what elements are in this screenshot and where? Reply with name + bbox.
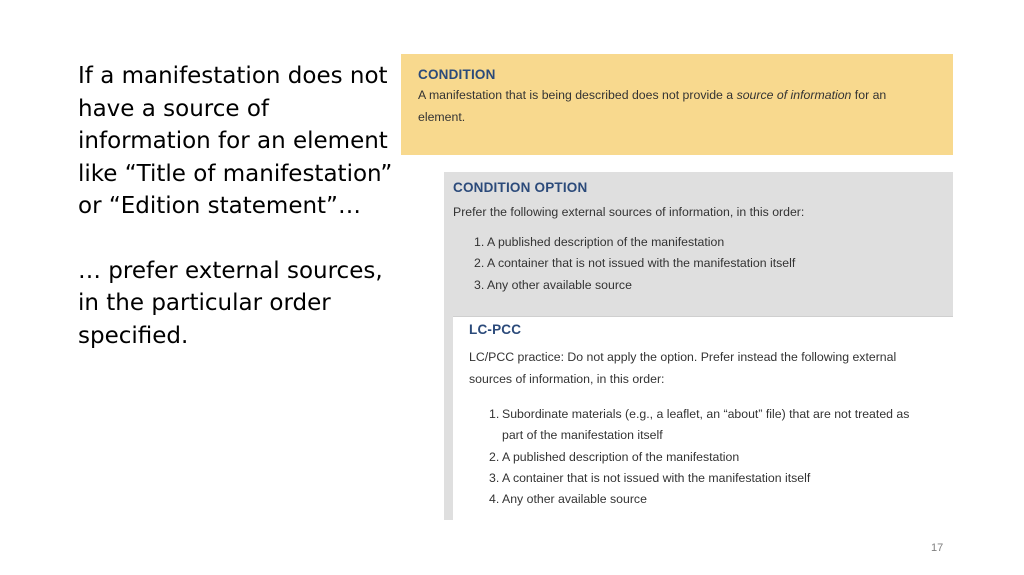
list-item: [489, 489, 953, 510]
list-item-text: A container that is not issued with the manifestation itself: [502, 470, 811, 485]
lc-pcc-box: [453, 316, 953, 520]
condition-title: CONDITION: [418, 67, 496, 82]
condition-text-italic: source of information: [736, 88, 852, 102]
list-item-number: 1.: [474, 235, 485, 249]
list-item: [474, 275, 953, 296]
list-item: [489, 447, 953, 468]
list-item: [474, 232, 953, 253]
list-item-text: Any other available source: [487, 277, 632, 292]
list-item-number: 4.: [489, 492, 500, 507]
list-item-number: 2.: [489, 449, 500, 464]
list-item-text: Subordinate materials (e.g., a leaflet, an “about” file) that are not treated as part of the manifestation itself: [502, 407, 910, 443]
list-item-text: A published description of the manifestation: [487, 235, 725, 249]
condition-option-intro: Prefer the following external sources of information, in this order:: [453, 205, 805, 219]
lc-pcc-intro: LC/PCC practice: Do not apply the option. Prefer instead the following external sources of information, in this order:: [469, 350, 897, 386]
condition-option-box: [444, 172, 953, 520]
lc-pcc-list: [489, 404, 953, 510]
paragraph-gap: [78, 223, 398, 255]
left-paragraph-1: If a manifestation does not have a source of information for an element like “Title of manifestation” or “Edition statement”…: [78, 63, 393, 219]
list-item-text: A container that is not issued with the manifestation itself: [487, 256, 796, 271]
list-item-number: 1.: [489, 407, 500, 421]
condition-option-list: [474, 232, 953, 296]
page-number: 17: [931, 542, 944, 554]
list-item-number: 2.: [474, 256, 485, 271]
list-item-text: A published description of the manifestation: [502, 449, 740, 464]
list-item-text: Any other available source: [502, 492, 647, 507]
condition-option-title: CONDITION OPTION: [453, 180, 588, 195]
slide-body-text: [78, 60, 398, 352]
condition-text-end: for an element.: [418, 88, 887, 124]
condition-text: [418, 84, 936, 128]
list-item: [474, 253, 953, 274]
left-paragraph-2: … prefer external sources, in the particular order specified.: [78, 257, 383, 349]
condition-text-start: A manifestation that is being described does not provide a: [418, 88, 737, 102]
lc-pcc-title: LC-PCC: [469, 322, 522, 337]
list-item-number: 3.: [474, 277, 485, 292]
list-item: [489, 404, 953, 447]
condition-box: [401, 54, 953, 155]
list-item-number: 3.: [489, 470, 500, 485]
list-item: [489, 468, 953, 489]
